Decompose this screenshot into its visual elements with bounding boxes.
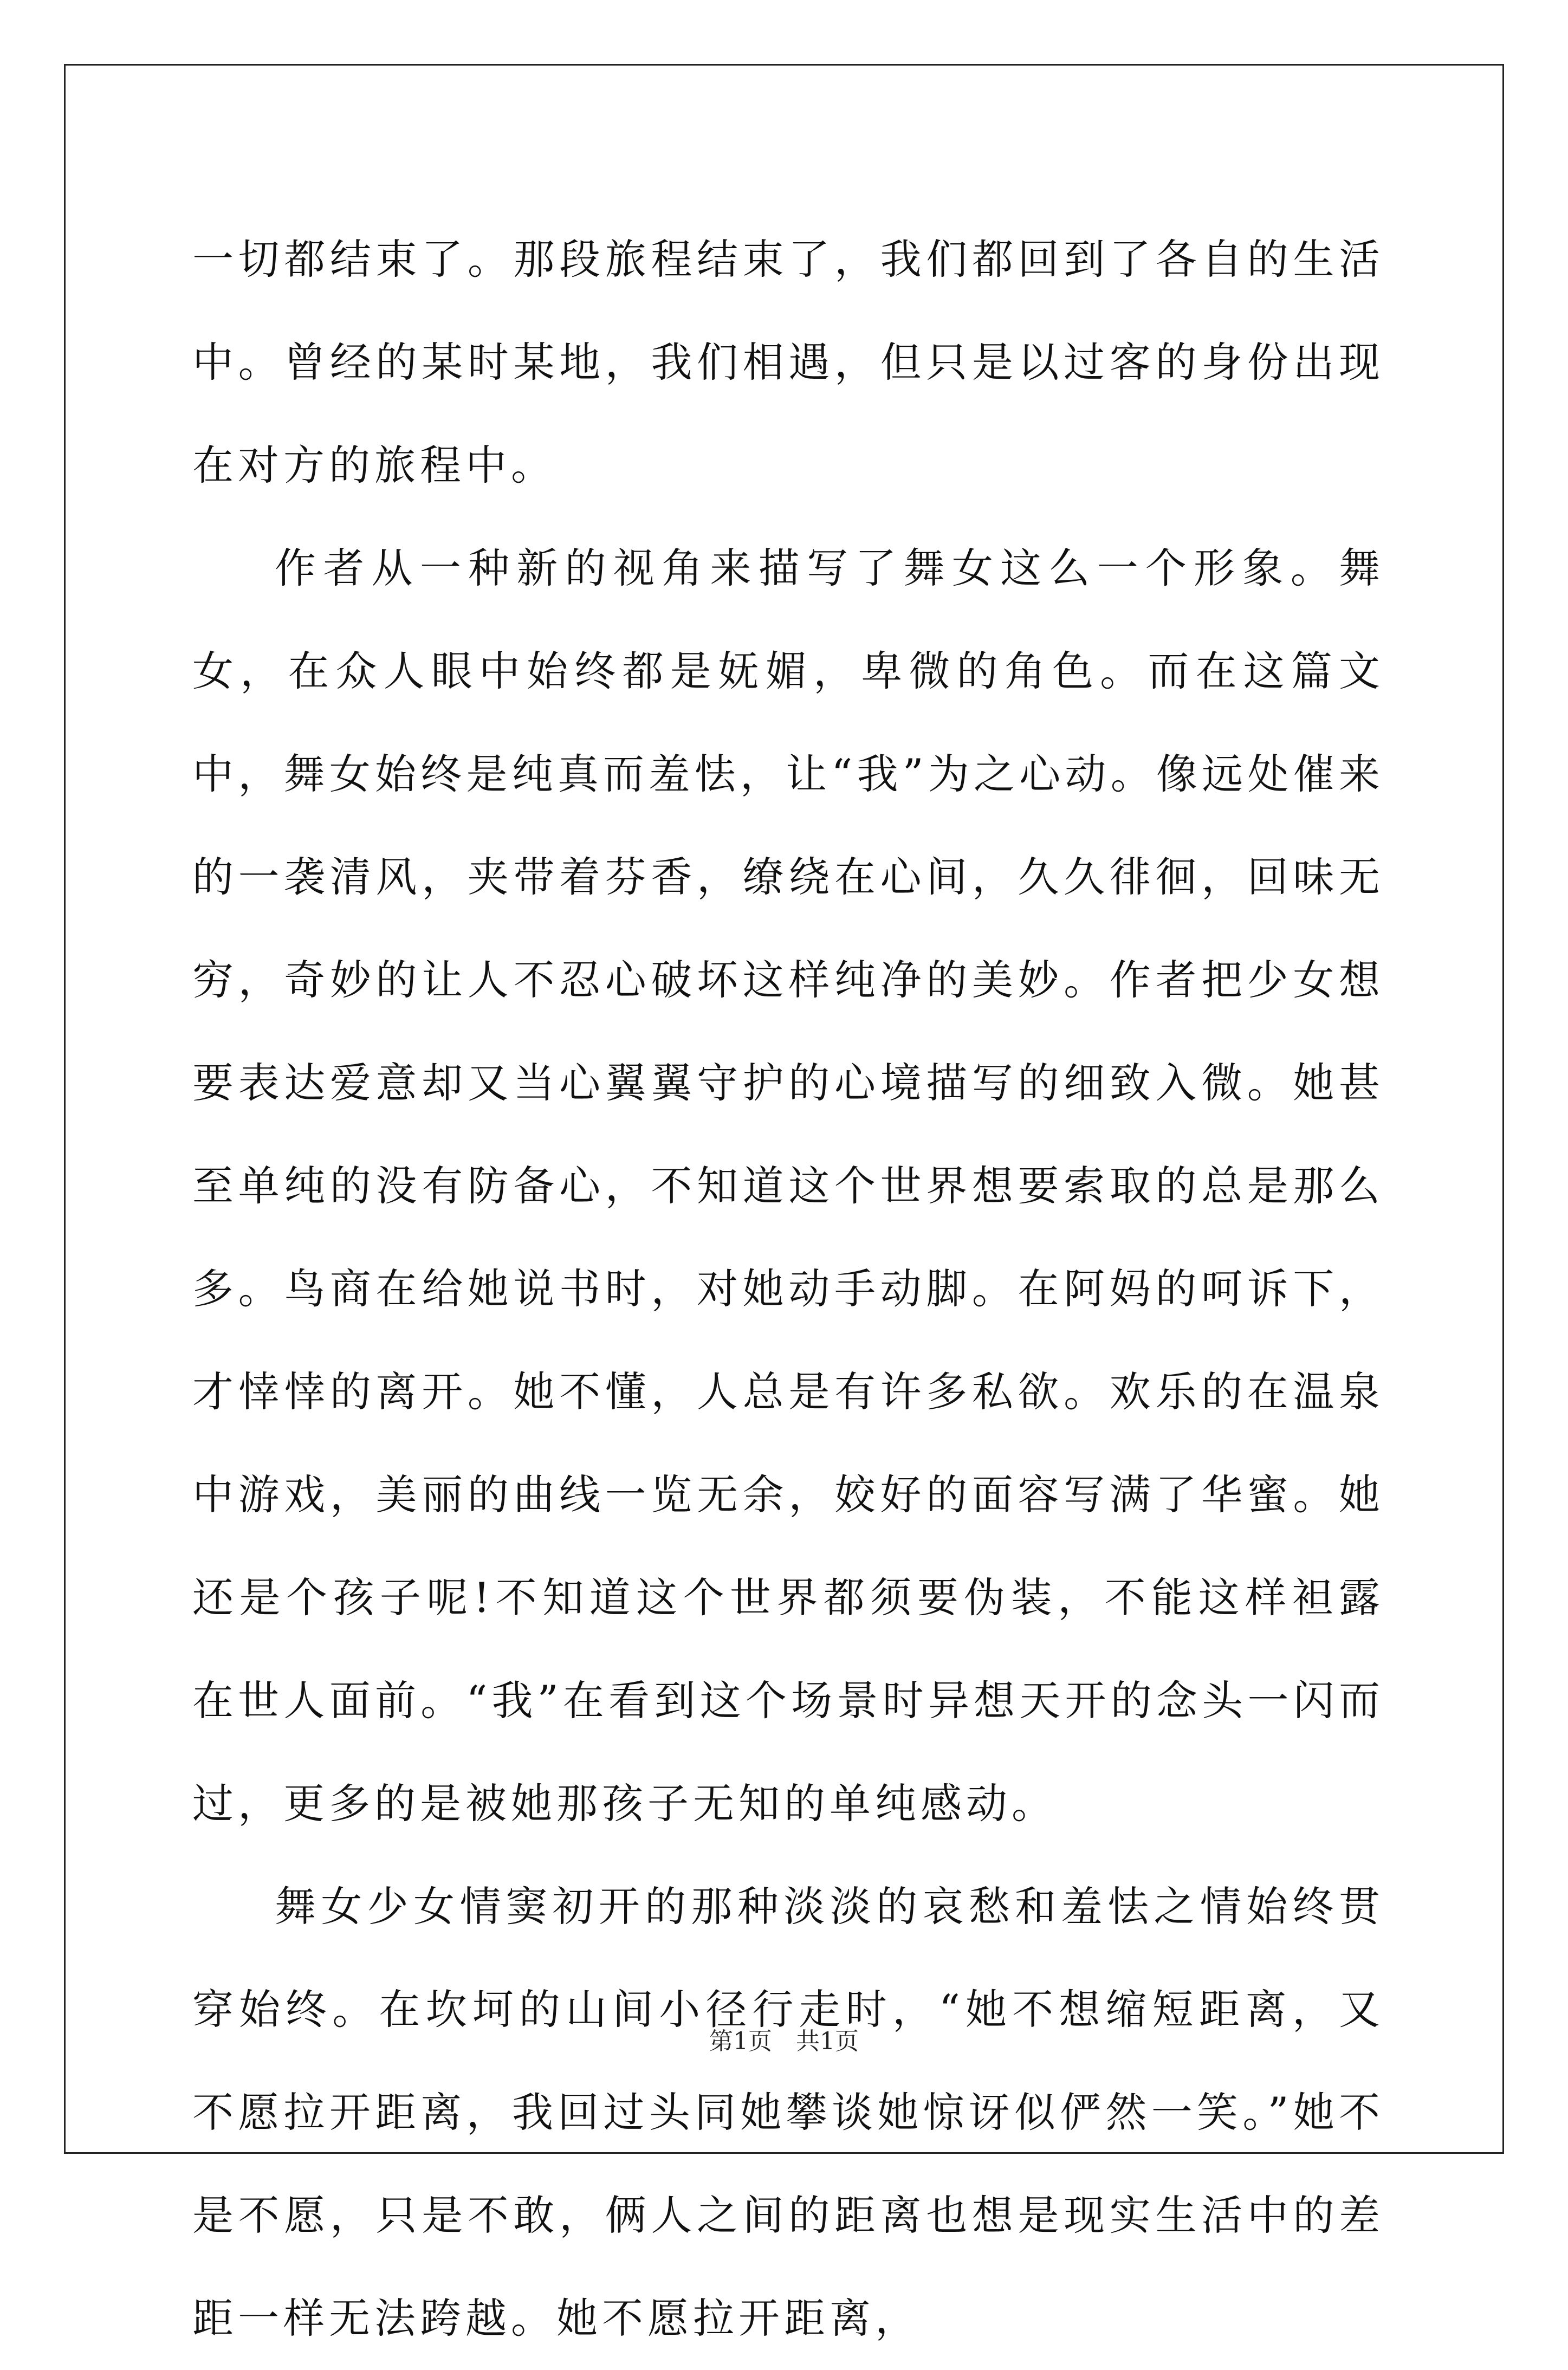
paragraph-3: 舞女少女情窦初开的那种淡淡的哀愁和羞怯之情始终贯穿始终。在坎坷的山间小径行走时，“她不想缩短距离，又不愿拉开距离，我回过头同她攀谈她惊讶似俨然一笑。”她不是不愿，只是不敢，俩人之间的距离也想是现实生活中的差距一样无法跨越。她不愿拉开距离， bbox=[192, 1882, 1384, 2342]
paragraph-1: 一切都结束了。那段旅程结束了，我们都回到了各自的生活中。曾经的某时某地，我们相遇，但只是以过客的身份出现在对方的旅程中。 bbox=[192, 235, 1384, 489]
paragraph-2: 作者从一种新的视角来描写了舞女这么一个形象。舞女，在众人眼中始终都是妩媚，卑微的角色。而在这篇文中，舞女始终是纯真而羞怯，让“我”为之心动。像远处催来的一袭清风，夹带着芬香，缭绕在心间，久久徘徊，回味无穷，奇妙的让人不忍心破坏这样纯净的美妙。作者把少女想要表达爱意却又当心翼翼守护的心境描写的细致入微。她甚至单纯的没有防备心，不知道这个世界想要索取的总是那么多。鸟商在给她说书时，对她动手动脚。在阿妈的呵诉下，才悻悻的离开。她不懂，人总是有许多私欲。欢乐的在温泉中游戏，美丽的曲线一览无余，姣好的面容写满了华蜜。她还是个孩子呢!不知道这个世界都须要伪装，不能这样袒露在世人面前。“我”在看到这个场景时异想天开的念头一闪而过，更多的是被她那孩子无知的单纯感动。 bbox=[192, 544, 1384, 1828]
page-footer: 第1页 共1页 bbox=[709, 2028, 859, 2055]
